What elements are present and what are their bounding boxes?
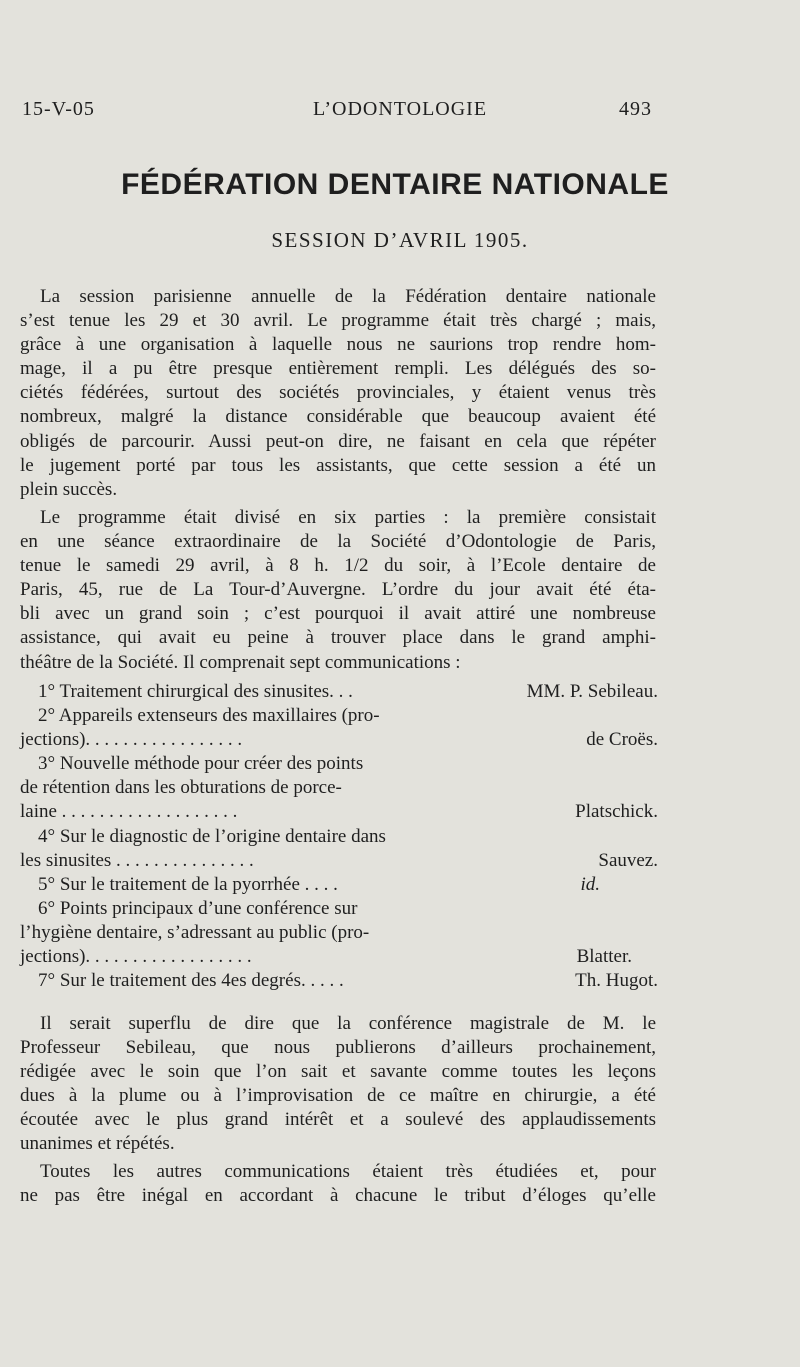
text-line: unanimes et répétés. xyxy=(20,1133,175,1155)
text-line: grâce à une organisation à laquelle nous ne saurions trop rendre hom- xyxy=(20,334,656,356)
list-item xyxy=(20,825,660,873)
list-item xyxy=(20,873,660,897)
communication-speaker: MM. P. Sebileau. xyxy=(526,681,658,702)
paragraph-1 xyxy=(20,285,656,502)
text-line: rédigée avec le soin que l’on sait et savante comme toutes les leçons xyxy=(20,1061,656,1083)
text-line: en une séance extraordinaire de la Société d’Odontologie de Paris, xyxy=(20,531,656,553)
list-item xyxy=(20,969,660,993)
list-item xyxy=(20,680,660,704)
header-date: 15-V-05 xyxy=(22,98,95,120)
text-line: La session parisienne annuelle de la Fédération dentaire nationale xyxy=(40,286,656,307)
communication-title: 6° Points principaux d’une conférence sur l’hygiène dentaire, s’adressant au public (pro- jections). . . . . . . . . . . . . . . . . . xyxy=(20,897,370,968)
text-line: ne pas être inégal en accordant à chacune le tribut d’éloges qu’elle xyxy=(20,1185,656,1207)
list-item xyxy=(20,752,660,824)
paragraph-3 xyxy=(20,1012,656,1157)
text-line: s’est tenue les 29 et 30 avril. Le programme était très chargé ; mais, xyxy=(20,310,656,332)
list-item xyxy=(20,704,660,752)
header-journal-title: L’ODONTOLOGIE xyxy=(312,98,488,120)
article-subtitle: SESSION D’AVRIL 1905. xyxy=(271,228,529,252)
text-line: écoutée avec le plus grand intérêt et a soulevé des applaudissements xyxy=(20,1109,656,1131)
communication-title: 4° Sur le diagnostic de l’origine dentaire dans les sinusites . . . . . . . . . . . . . . . xyxy=(20,825,386,871)
text-line: ciétés fédérées, surtout des sociétés provinciales, y étaient venus très xyxy=(20,382,656,404)
text-line: Professeur Sebileau, que nous publierons d’ailleurs prochainement, xyxy=(20,1037,656,1059)
text-line: plein succès. xyxy=(20,478,118,500)
text-line: théâtre de la Société. Il comprenait sept communications : xyxy=(20,651,461,673)
text-line: le jugement porté par tous les assistants, que cette session a été un xyxy=(20,454,656,476)
paragraph-2 xyxy=(20,506,656,675)
text-line: Le programme était divisé en six parties : la première consistait xyxy=(40,507,656,528)
communication-speaker: de Croës. xyxy=(586,729,658,751)
communication-speaker: Platschick. xyxy=(575,801,658,823)
communication-speaker: id. xyxy=(580,873,600,895)
communication-title: 1° Traitement chirurgical des sinusites. . . xyxy=(38,681,353,702)
text-line: mage, il a pu être presque entièrement rempli. Les délégués des so- xyxy=(20,358,656,380)
page-number: 493 xyxy=(619,98,652,120)
text-line: assistance, qui avait eu peine à trouver place dans le grand amphi- xyxy=(20,627,656,649)
text-line: Il serait superflu de dire que la conférence magistrale de M. le xyxy=(40,1013,656,1034)
text-line: tenue le samedi 29 avril, à 8 h. 1/2 du soir, à l’Ecole dentaire de xyxy=(20,555,656,577)
communication-title: 2° Appareils extenseurs des maxillaires (pro- jections). . . . . . . . . . . . . . . . . xyxy=(20,705,380,751)
text-line: dues à la plume ou à l’improvisation de ce maître en chirurgie, a été xyxy=(20,1085,656,1107)
text-line: bli avec un grand soin ; c’est pourquoi il avait attiré une nombreuse xyxy=(20,603,656,625)
communication-title: 3° Nouvelle méthode pour créer des points de rétention dans les obturations de porce- laine . . . . . . . . . . . . . . . . . . . xyxy=(20,753,364,823)
communications-list xyxy=(20,680,660,993)
communication-speaker: Sauvez. xyxy=(598,849,658,871)
text-line: Paris, 45, rue de La Tour-d’Auvergne. L’ordre du jour avait été éta- xyxy=(20,579,656,601)
communication-speaker: Th. Hugot. xyxy=(575,970,658,992)
paragraph-4 xyxy=(20,1160,656,1208)
text-line: nombreux, malgré la distance considérable que beaucoup avaient été xyxy=(20,406,656,428)
communication-title: 5° Sur le traitement de la pyorrhée . . . . xyxy=(38,873,338,895)
communication-speaker: Blatter. xyxy=(576,946,632,968)
article-title: FÉDÉRATION DENTAIRE NATIONALE xyxy=(121,168,669,201)
text-line: Toutes les autres communications étaient très étudiées et, pour xyxy=(40,1161,656,1182)
list-item xyxy=(20,897,660,969)
text-line: obligés de parcourir. Aussi peut-on dire, ne faisant en cela que répéter xyxy=(20,430,656,452)
communication-title: 7° Sur le traitement des 4es degrés. . . . . xyxy=(38,970,344,992)
